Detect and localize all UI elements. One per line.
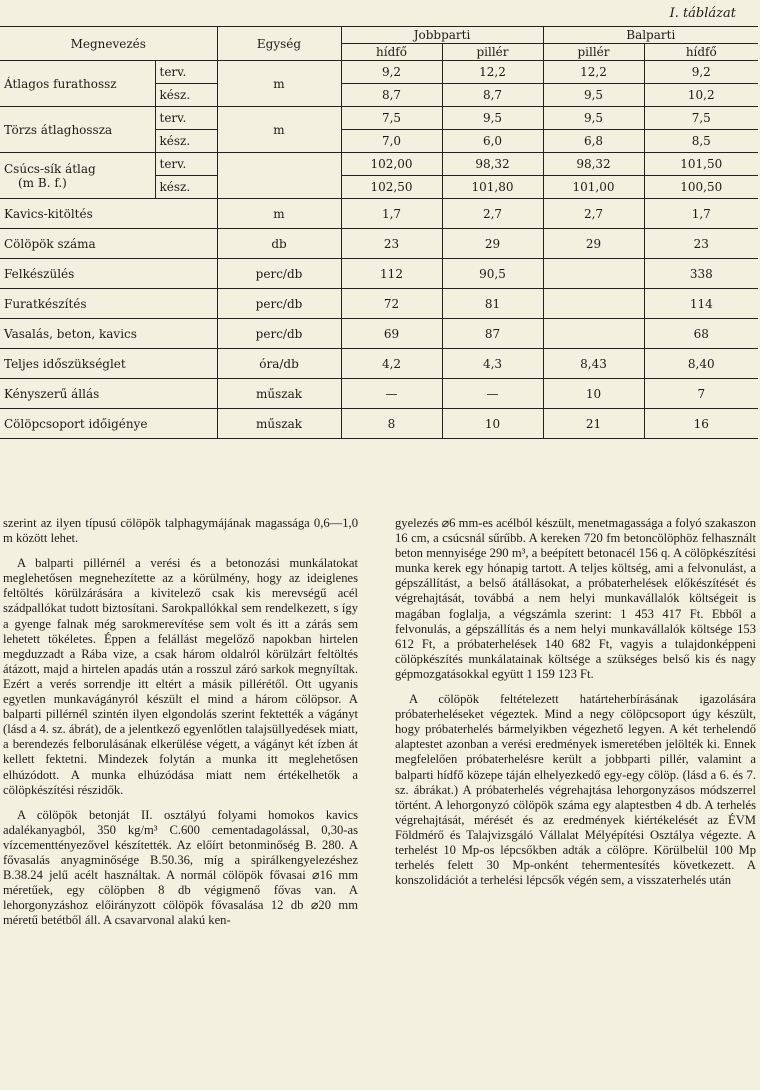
row-value: 1,7 — [644, 199, 758, 229]
planned-label: terv. — [155, 153, 217, 176]
header-unit: Egység — [217, 27, 341, 61]
done-value: 101,00 — [543, 176, 644, 199]
done-value: 102,50 — [341, 176, 442, 199]
planned-value: 7,5 — [644, 107, 758, 130]
right-text-column — [395, 516, 756, 888]
planned-value: 7,5 — [341, 107, 442, 130]
row-unit: perc/db — [217, 259, 341, 289]
table-row — [0, 229, 758, 259]
done-value: 100,50 — [644, 176, 758, 199]
table-row — [0, 289, 758, 319]
table-row — [0, 61, 758, 84]
row-name: Felkészülés — [0, 259, 217, 289]
paragraph: A balparti pillérnél a verési és a betonozási munkálatokat meglehetősen megnehezítette az a körülmény, hogy az ideiglenes feltöltés körülzárására a kivitelező csak kis merevségű acél szádpallókat tudott biztosítani. Sarokpallókkal sem rendelkezett, s így a gyenge falnak még sarokmerevítése sem volt és itt a zárás sem lehetett tökéletes. Éppen a felállást megelőző napokban hirtelen megduzzadt a Rába vize, a csak három oldalról körülzárt feltöltés átázott, majd a hirtelen apadás után a rosszul záró sarkok megnyíltak. Ezért a verés sorrendje itt eltért a másik pillérétől. Ott ugyanis egyetlen munkavágányról készült el mind a három cölöpsor. A balparti pillérnél szintén ilyen elgondolás szerint fektették a vágányt (lásd a 4. sz. ábrát), de a jelentkező egyenlőtlen talajsüllyedések miatt, a berendezés felborulásának elkerülése végett, a vágányt két ízben át kellett fektetni. Mindezek folytán a munka itt meglehetősen elhúzódott. A munka elhúzódása miatt nem értékelhetők a cölöpkészítési részidők. — [3, 556, 358, 797]
row-name: Furatkészítés — [0, 289, 217, 319]
row-unit: m — [217, 61, 341, 107]
done-value: 6,0 — [442, 130, 543, 153]
row-value: 2,7 — [543, 199, 644, 229]
planned-value: 9,2 — [341, 61, 442, 84]
row-name — [0, 153, 155, 199]
row-value: 8,43 — [543, 349, 644, 379]
done-value: 9,5 — [543, 84, 644, 107]
done-label: kész. — [155, 130, 217, 153]
table-row — [0, 319, 758, 349]
planned-value: 12,2 — [543, 61, 644, 84]
done-value: 8,7 — [341, 84, 442, 107]
row-value: 87 — [442, 319, 543, 349]
row-value — [543, 289, 644, 319]
row-value — [543, 259, 644, 289]
row-name-text: Csúcs-sík átlag — [4, 161, 96, 176]
header-left-bank: Balparti — [543, 27, 758, 44]
row-value: 10 — [543, 379, 644, 409]
row-value: 10 — [442, 409, 543, 439]
row-value: 81 — [442, 289, 543, 319]
row-value: 114 — [644, 289, 758, 319]
row-unit — [217, 153, 341, 199]
done-value: 8,5 — [644, 130, 758, 153]
table-row — [0, 259, 758, 289]
row-unit: perc/db — [217, 319, 341, 349]
header-sub: pillér — [543, 44, 644, 61]
done-label: kész. — [155, 176, 217, 199]
row-value — [543, 319, 644, 349]
row-value: 4,2 — [341, 349, 442, 379]
planned-value: 101,50 — [644, 153, 758, 176]
done-label: kész. — [155, 84, 217, 107]
row-value: 72 — [341, 289, 442, 319]
row-value: 7 — [644, 379, 758, 409]
row-value: 8,40 — [644, 349, 758, 379]
row-unit: műszak — [217, 409, 341, 439]
done-value: 101,80 — [442, 176, 543, 199]
row-value: 1,7 — [341, 199, 442, 229]
row-value: 23 — [341, 229, 442, 259]
row-unit: perc/db — [217, 289, 341, 319]
planned-label: terv. — [155, 107, 217, 130]
row-value: 2,7 — [442, 199, 543, 229]
table-row — [0, 379, 758, 409]
row-unit: óra/db — [217, 349, 341, 379]
planned-value: 98,32 — [442, 153, 543, 176]
row-value: 112 — [341, 259, 442, 289]
row-value: 338 — [644, 259, 758, 289]
row-value: — — [341, 379, 442, 409]
row-name-text: Átlagos furathossz — [4, 76, 117, 91]
done-value: 6,8 — [543, 130, 644, 153]
left-text-column — [3, 516, 358, 928]
row-value: 68 — [644, 319, 758, 349]
done-value: 8,7 — [442, 84, 543, 107]
row-unit: m — [217, 107, 341, 153]
row-name: Cölöpcsoport időigénye — [0, 409, 217, 439]
data-table — [0, 26, 758, 439]
table-row — [0, 199, 758, 229]
table-row — [0, 107, 758, 130]
paragraph: gyelezés ⌀6 mm-es acélból készült, menetmagassága a folyó szakaszon 16 cm, a csúcsnál sűrűbb. A kereken 720 fm betoncölöphöz felhasznált beton mennyisége 290 m³, a beépített betonacél 156 q. A cölöpkészítési munka kerek egy hónapig tartott. A teljes költség, ami a felvonulást, a gépszállítást, a belső átállásokat, a próbaterhelések előkészítését és végrehajtását, továbbá a nem helyi munkavállalók költségeit is magában foglalja, a végszámla szerint: 1 453 417 Ft. Ebből a felvonulás, a gépszállítás és a nem helyi munkavállalók költsége 153 612 Ft, a próbaterhelések 140 682 Ft, vagyis a tulajdonképpeni cölöpkészítés munkálatainak költsége a szükséges belső kis és nagy gépmozgatásokkal együtt 1 159 123 Ft. — [395, 516, 756, 681]
header-name: Megnevezés — [0, 27, 217, 61]
planned-value: 102,00 — [341, 153, 442, 176]
header-sub: hídfő — [644, 44, 758, 61]
planned-label: terv. — [155, 61, 217, 84]
paragraph: A cölöpök feltételezett határteherbírásának igazolására próbaterheléseket végeztek. Mind a negy cölöpcsoport úgy készült, hogy próbaterhelés bármelyikben végezhető legyen. A két terhelendő alaptestet azonban a verési eredmények ismeretében jelölték ki. Ennek megfelelően próbaterhelésre került a jobbparti pillér, valamint a balparti hídfő közepe táján elhelyezkedő egy-egy cölöp. (lásd a 6. és 7. sz. ábrákat.) A próbaterhelés végrehajtása lehorgonyzásos módszerrel történt. A lehorgonyzó cölöpök száma egy alaptestben 4 db. A terhelés végrehajtását, mérését és az eredmények kiértékelését az ÉVM Földmérő és Talajvizsgáló Vállalat Mélyépítési Osztálya végezte. A terhelést 10 Mp-os lépcsőkben adták a cölöpre. Körülbelül 100 Mp terhelés felett 30 Mp-onként tehermentesítés következett. A konszolidációt a terhelési lépcsők végén sem, a visszaterhelés után — [395, 692, 756, 888]
header-sub: hídfő — [341, 44, 442, 61]
planned-value: 9,5 — [543, 107, 644, 130]
table-row — [0, 409, 758, 439]
done-value: 10,2 — [644, 84, 758, 107]
planned-value: 12,2 — [442, 61, 543, 84]
row-unit: m — [217, 199, 341, 229]
row-unit: db — [217, 229, 341, 259]
header-sub: pillér — [442, 44, 543, 61]
row-value: 90,5 — [442, 259, 543, 289]
paragraph: szerint az ilyen típusú cölöpök talphagymájának magassága 0,6—1,0 m között lehet. — [3, 516, 358, 546]
row-value: 29 — [442, 229, 543, 259]
row-value: 29 — [543, 229, 644, 259]
row-value: 4,3 — [442, 349, 543, 379]
header-right-bank: Jobbparti — [341, 27, 543, 44]
done-value: 7,0 — [341, 130, 442, 153]
row-name — [0, 61, 155, 107]
row-value: 16 — [644, 409, 758, 439]
row-name-sub: (m B. f.) — [18, 175, 67, 190]
table-row — [0, 349, 758, 379]
row-value: 8 — [341, 409, 442, 439]
row-unit: műszak — [217, 379, 341, 409]
planned-value: 98,32 — [543, 153, 644, 176]
row-name: Kavics-kitöltés — [0, 199, 217, 229]
planned-value: 9,5 — [442, 107, 543, 130]
paragraph: A cölöpök betonját II. osztályú folyami homokos kavics adalékanyagból, 350 kg/m³ C.600 cementadagolással, 0,30-as vízcementtényezővel készítették. Az előírt betonminőség B. 280. A fővasalás anyagminősége B.50.36, míg a spirálkengyelezéshez B.38.24 jelű acélt használtak. A normál cölöpök fővasai ⌀16 mm méretűek, egy cölöpben 8 db végigmenő fővas van. A lehorgonyzáshoz előirányzott cölöpök fővasalása 12 db ⌀20 mm méretű betétből áll. A csavarvonal alakú ken- — [3, 807, 358, 928]
planned-value: 9,2 — [644, 61, 758, 84]
table-row — [0, 153, 758, 176]
row-name: Cölöpök száma — [0, 229, 217, 259]
row-name — [0, 107, 155, 153]
row-name: Vasalás, beton, kavics — [0, 319, 217, 349]
row-name: Teljes időszükséglet — [0, 349, 217, 379]
row-name: Kényszerű állás — [0, 379, 217, 409]
row-value: 23 — [644, 229, 758, 259]
row-value: 69 — [341, 319, 442, 349]
row-name-text: Törzs átlaghossza — [4, 122, 113, 137]
table-caption: I. táblázat — [669, 6, 736, 21]
row-value: 21 — [543, 409, 644, 439]
row-value: — — [442, 379, 543, 409]
